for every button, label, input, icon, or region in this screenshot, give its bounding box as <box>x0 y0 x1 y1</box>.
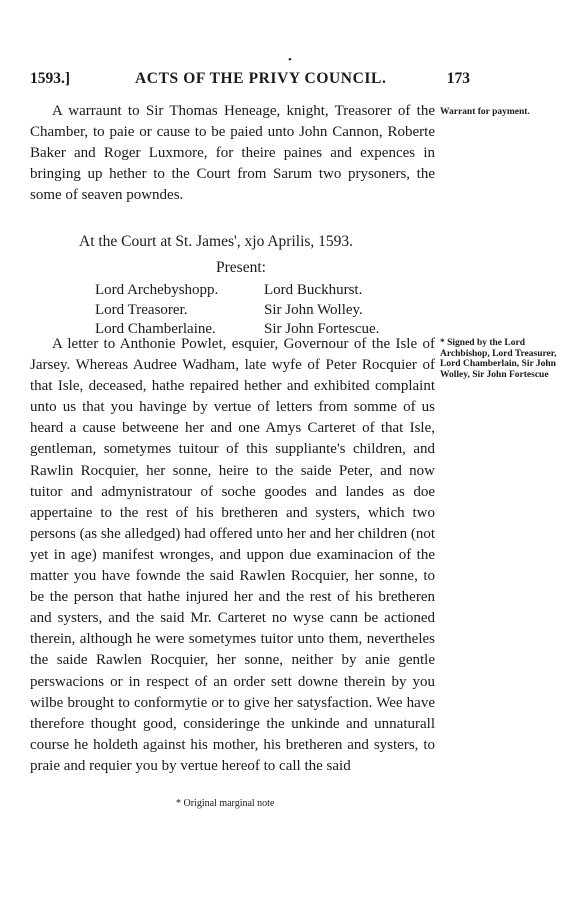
margin-note-signatories: * Signed by the Lord Archbishop, Lord Treasurer, Lord Chamberlain, Sir John Wolley, Sir John Fortescue <box>440 338 557 380</box>
header-title: ACTS OF THE PRIVY COUNCIL. <box>135 70 387 87</box>
margin-note-warrant: Warrant for payment. <box>440 107 530 117</box>
attendees-left-column <box>95 281 218 340</box>
attendee: Sir John Fortescue. <box>264 321 380 337</box>
page-number: 173 <box>446 70 470 87</box>
page-mark: • <box>288 54 292 66</box>
present-label: Present: <box>216 259 266 276</box>
court-heading: At the Court at St. James', xjo Aprilis, 1593. <box>79 233 354 250</box>
entry-warrant-text: A warraunt to Sir Thomas Heneage, knight, Treasorer of the Chamber, to paie or cause to be paied unto John Cannon, Roberte Baker and Roger Luxmore, for theire paines and expences in bringing up hether to the Court from Sarum two prysoners, the some of seaven powndes. <box>30 103 435 204</box>
footnote: * Original marginal note <box>176 798 275 809</box>
attendee: Lord Chamberlaine. <box>95 321 216 337</box>
entry-letter-text: A letter to Anthonie Powlet, esquier, Governour of the Isle of Jarsey. Whereas Audree Wadham, late wyfe of Peter Rocquier of that Isle, deceased, hathe repaired hether and exhibited complaint unto us that you havinge by vertue of letters from somme of us heard a cause betweene her and one Amys Carteret of that Isle, gentleman, sometymes tuitour of this suppliante's children, and Rawlin Rocquier, her sonne, heire to the saide Peter, and now tuitor and admynistratour of soche goodes and landes as doe appertaine to the rest of his bretheren and systers, which two persons (as she alledged) had offered unto her and her children (not yet in age) manifest wronges, and uppon due examinacion of the matter you have fownde the said Rawlen Rocquier, her sonne, to be the person that hathe injured her and the rest of his bretheren and systers, and the said Mr. Carteret no wyse cann be actioned therein, although he were sometymes tuitor unto them, nevertheles the saide Rawlen Rocquier, her sonne, neither by anie gentle perswacions or in respect of an order sett downe therein by you wilbe brought to conformytie or to give her satysfaction. Wee have therefore thought good, consideringe the unkinde and unnaturall course he holdeth against his mother, his bretheren and systers, to praie and requier you by vertue hereof to call the said <box>30 336 435 774</box>
attendee: Lord Buckhurst. <box>264 282 363 298</box>
attendee: Sir John Wolley. <box>264 301 363 318</box>
attendee: Lord Archebyshopp. <box>95 282 219 298</box>
header-year: 1593.] <box>30 70 71 87</box>
attendees-right-column <box>264 281 379 340</box>
running-header <box>30 70 470 92</box>
attendee: Lord Treasorer. <box>95 301 188 318</box>
